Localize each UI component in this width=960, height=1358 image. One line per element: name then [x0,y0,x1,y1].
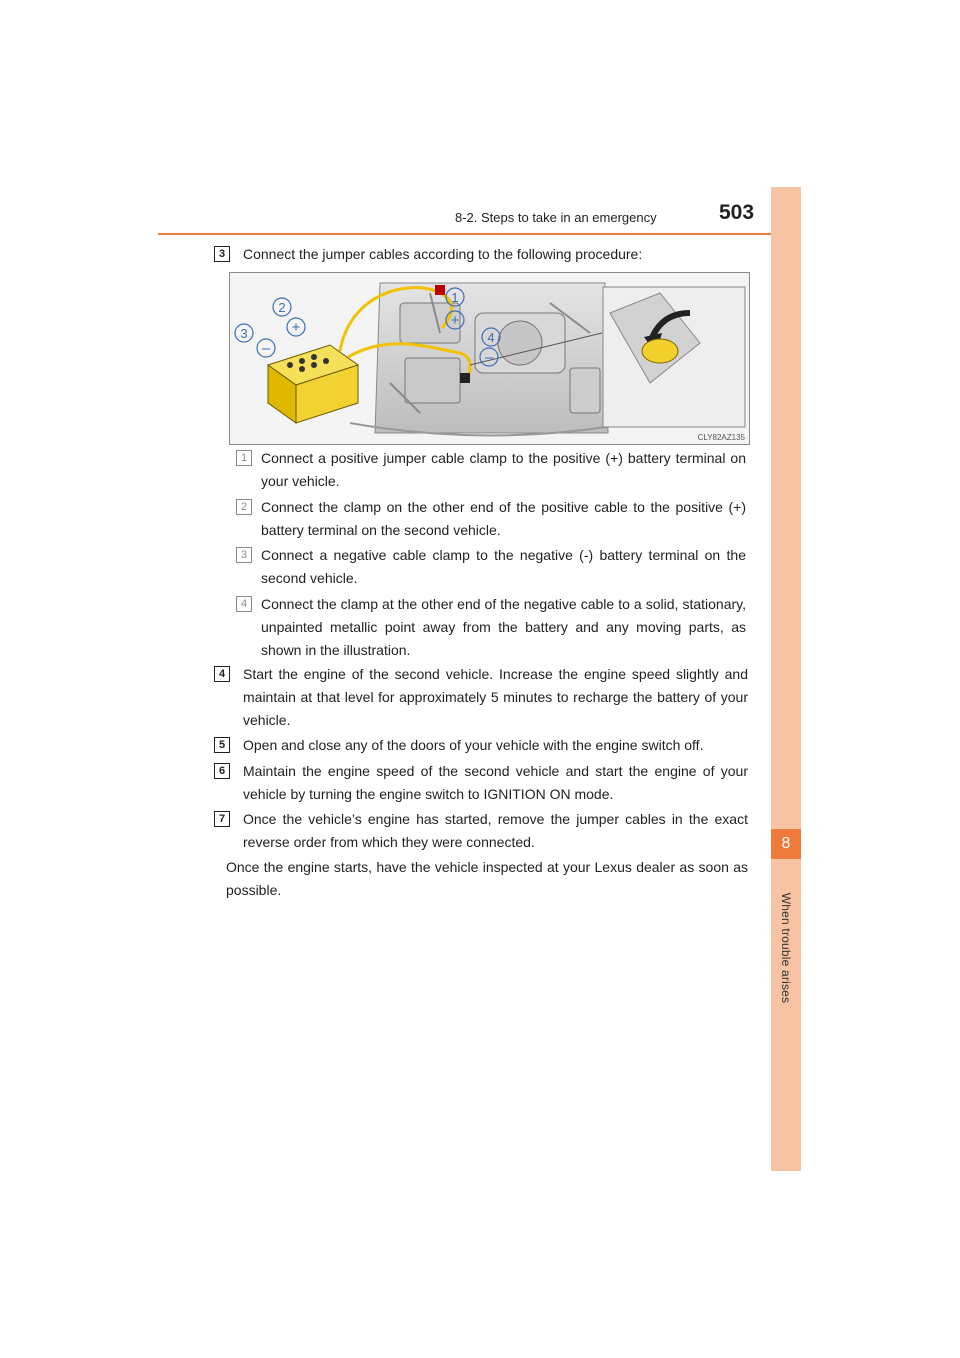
substep-number-2: 2 [236,499,252,515]
header-rule [158,233,800,235]
callout-3: 3 [240,326,248,341]
chapter-number-tab: 8 [771,829,801,859]
plus-sign-vehicle: + [450,312,460,329]
illustration-code: CLY82AZ135 [697,433,745,442]
ground-point-icon [642,339,678,363]
plus-sign-battery: + [291,319,301,336]
positive-clamp [435,285,445,295]
step-number-4: 4 [214,666,230,682]
callout-4: 4 [487,330,495,345]
substep-number-1: 1 [236,450,252,466]
substep-2-text: Connect the clamp on the other end of the positive cable to the positive (+) battery terminal on the second vehicle. [261,499,746,538]
minus-sign-battery: – [261,340,271,357]
engine-bay-drawing [230,273,749,444]
step-7-text: Once the vehicle’s engine has started, remove the jumper cables in the exact reverse order from which they were connected. [243,811,748,850]
substep-number-4: 4 [236,596,252,612]
substep-4-text: Connect the clamp at the other end of the negative cable to a solid, stationary, unpainted metallic point away from the battery and any moving parts, as shown in the illustration. [261,596,746,658]
closing-note: Once the engine starts, have the vehicle inspected at your Lexus dealer as soon as possible. [226,859,748,898]
jumper-cable-illustration [229,272,750,445]
callout-1: 1 [451,290,459,305]
step-number-3: 3 [214,246,230,262]
step-number-7: 7 [214,811,230,827]
step-number-6: 6 [214,763,230,779]
callout-2: 2 [278,300,286,315]
page-number: 503 [719,201,755,224]
chapter-side-strip [771,187,801,1171]
step-number-5: 5 [214,737,230,753]
step-4-text: Start the engine of the second vehicle. Increase the engine speed slightly and maintain at that level for approximately 5 minutes to recharge the battery of your vehicle. [243,666,748,728]
negative-clamp [460,373,470,383]
step-3-text: Connect the jumper cables according to the following procedure: [243,246,643,262]
minus-sign-vehicle: – [484,349,494,366]
section-title: 8-2. Steps to take in an emergency [455,210,657,225]
chapter-title: When trouble arises [779,892,793,1004]
step-6-text: Maintain the engine speed of the second vehicle and start the engine of your vehicle by turning the engine switch to IGNITION ON mode. [243,763,748,802]
substep-number-3: 3 [236,547,252,563]
step-5-text: Open and close any of the doors of your vehicle with the engine switch off. [243,737,704,753]
substep-3-text: Connect a negative cable clamp to the negative (-) battery terminal on the second vehicle. [261,547,746,586]
substep-1-text: Connect a positive jumper cable clamp to the positive (+) battery terminal on your vehicle. [261,450,746,489]
